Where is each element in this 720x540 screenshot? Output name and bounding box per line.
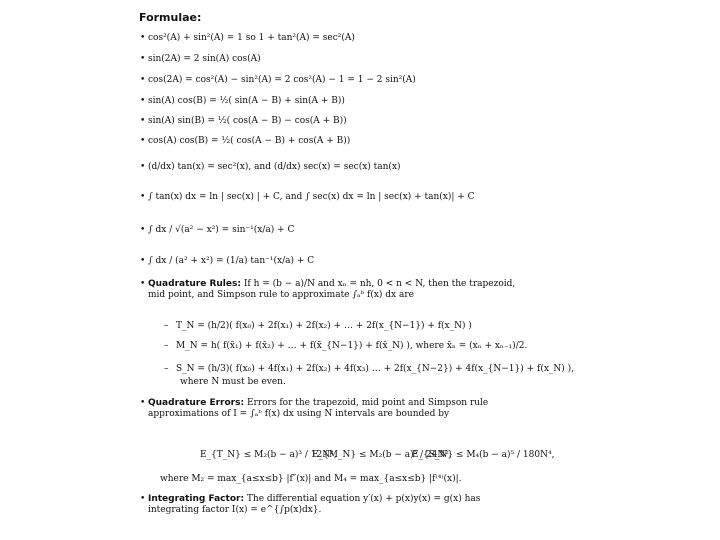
- formula-text: sin(A) sin(B) = ½( cos(A − B) − cos(A + B)): [148, 116, 347, 126]
- integrating-factor: [140, 494, 520, 516]
- midpoint-rule-text: M_N = h( f(x̄₁) + f(x̄₂) + … + f(x̄_{N−1}) + f(x̄_N) ), where x̄ₙ = (xₙ + xₙ₋₁)/2.: [176, 341, 528, 351]
- quadrature-rules: [140, 279, 520, 301]
- formula-sin-sin-product: [140, 116, 347, 127]
- formula-text: ∫ dx / √(a² − x²) = sin⁻¹(x/a) + C: [148, 225, 295, 235]
- bullet-icon: •: [140, 54, 146, 64]
- formula-text: ∫ dx / (a² + x²) = (1/a) tan⁻¹(x/a) + C: [148, 256, 315, 266]
- midpoint-error-bound: E_{M_N} ≤ M₂(b − a)³ / 24N²,: [312, 450, 452, 460]
- formula-text: ∫ tan(x) dx = ln | sec(x) | + C, and ∫ sec(x) dx = ln | sec(x) + tan(x)| + C: [148, 192, 475, 202]
- bullet-icon: •: [140, 225, 146, 235]
- quadrature-rules-label: Quadrature Rules:: [148, 279, 241, 289]
- error-bound-definitions: where M₂ = max_{a≤x≤b} |f″(x)| and M₄ = max_{a≤x≤b} |f⁽⁴⁾(x)|.: [160, 474, 462, 484]
- bullet-icon: •: [140, 398, 146, 408]
- formula-sin-cos-product: [140, 96, 345, 107]
- quadrature-errors: [140, 398, 520, 420]
- dash-icon: –: [164, 364, 169, 374]
- formula-text: sin(A) cos(B) = ½( sin(A − B) + sin(A + B)): [148, 96, 345, 106]
- trapezoid-rule-text: T_N = (h/2)( f(x₀) + 2f(x₁) + 2f(x₂) + … + 2f(x_{N−1}) + f(x_N) ): [176, 321, 472, 331]
- trapezoid-error-bound: E_{T_N} ≤ M₂(b − a)³ / 12N²,: [200, 450, 337, 460]
- formula-arcsin-integral: [140, 225, 295, 236]
- dash-icon: –: [164, 321, 169, 331]
- integrating-factor-text: The differential equation y′(x) + p(x)y(x) = g(x) has integrating factor I(x) = e^{∫p(x)dx}.: [148, 494, 481, 515]
- simpson-rule-text: S_N = (h/3)( f(x₀) + 4f(x₁) + 2f(x₂) + 4f(x₃) … + 2f(x_{N−2}) + 4f(x_{N−1}) + f(x_N) ),: [176, 364, 575, 374]
- formula-text: (d/dx) tan(x) = sec²(x), and (d/dx) sec(x) = sec(x) tan(x): [148, 162, 401, 172]
- formula-text: cos(A) cos(B) = ½( cos(A − B) + cos(A + B)): [148, 136, 351, 146]
- simpson-rule: [164, 364, 575, 375]
- integrating-factor-label: Integrating Factor:: [148, 494, 245, 504]
- bullet-icon: •: [140, 116, 146, 126]
- bullet-icon: •: [140, 494, 146, 504]
- page-title: Formulae:: [139, 11, 202, 24]
- formula-text: cos(2A) = cos²(A) − sin²(A) = 2 cos²(A) − 1 = 1 − 2 sin²(A): [148, 75, 416, 85]
- formula-pythagorean: [140, 33, 355, 44]
- formula-cos-double: [140, 75, 416, 86]
- formula-arctan-integral: [140, 256, 315, 267]
- bullet-icon: •: [140, 279, 146, 289]
- bullet-icon: •: [140, 96, 146, 106]
- formula-text: cos²(A) + sin²(A) = 1 so 1 + tan²(A) = sec²(A): [148, 33, 355, 43]
- simpson-error-bound: E_{S_N} ≤ M₄(b − a)⁵ / 180N⁴,: [412, 450, 555, 460]
- formula-derivatives: [140, 162, 401, 173]
- trapezoid-rule: [164, 321, 472, 332]
- bullet-icon: •: [140, 192, 146, 202]
- formula-sin-double: [140, 54, 261, 65]
- quadrature-rules-text: If h = (b − a)/N and xₙ = nh, 0 < n < N, then the trapezoid, mid point, and Simpson rule to approximate ∫ₐᵇ f(x) dx are: [148, 279, 516, 300]
- bullet-icon: •: [140, 162, 146, 172]
- formula-text: sin(2A) = 2 sin(A) cos(A): [148, 54, 261, 64]
- bullet-icon: •: [140, 256, 146, 266]
- bullet-icon: •: [140, 136, 146, 146]
- quadrature-errors-text: Errors for the trapezoid, mid point and Simpson rule approximations of I = ∫ₐᵇ f(x) dx using N intervals are bounded by: [148, 398, 489, 419]
- formula-cos-cos-product: [140, 136, 351, 147]
- dash-icon: –: [164, 341, 169, 351]
- quadrature-errors-label: Quadrature Errors:: [148, 398, 245, 408]
- bullet-icon: •: [140, 33, 146, 43]
- simpson-note: where N must be even.: [180, 377, 286, 387]
- formula-integrals-tan-sec: [140, 192, 475, 203]
- midpoint-rule: [164, 341, 528, 352]
- bullet-icon: •: [140, 75, 146, 85]
